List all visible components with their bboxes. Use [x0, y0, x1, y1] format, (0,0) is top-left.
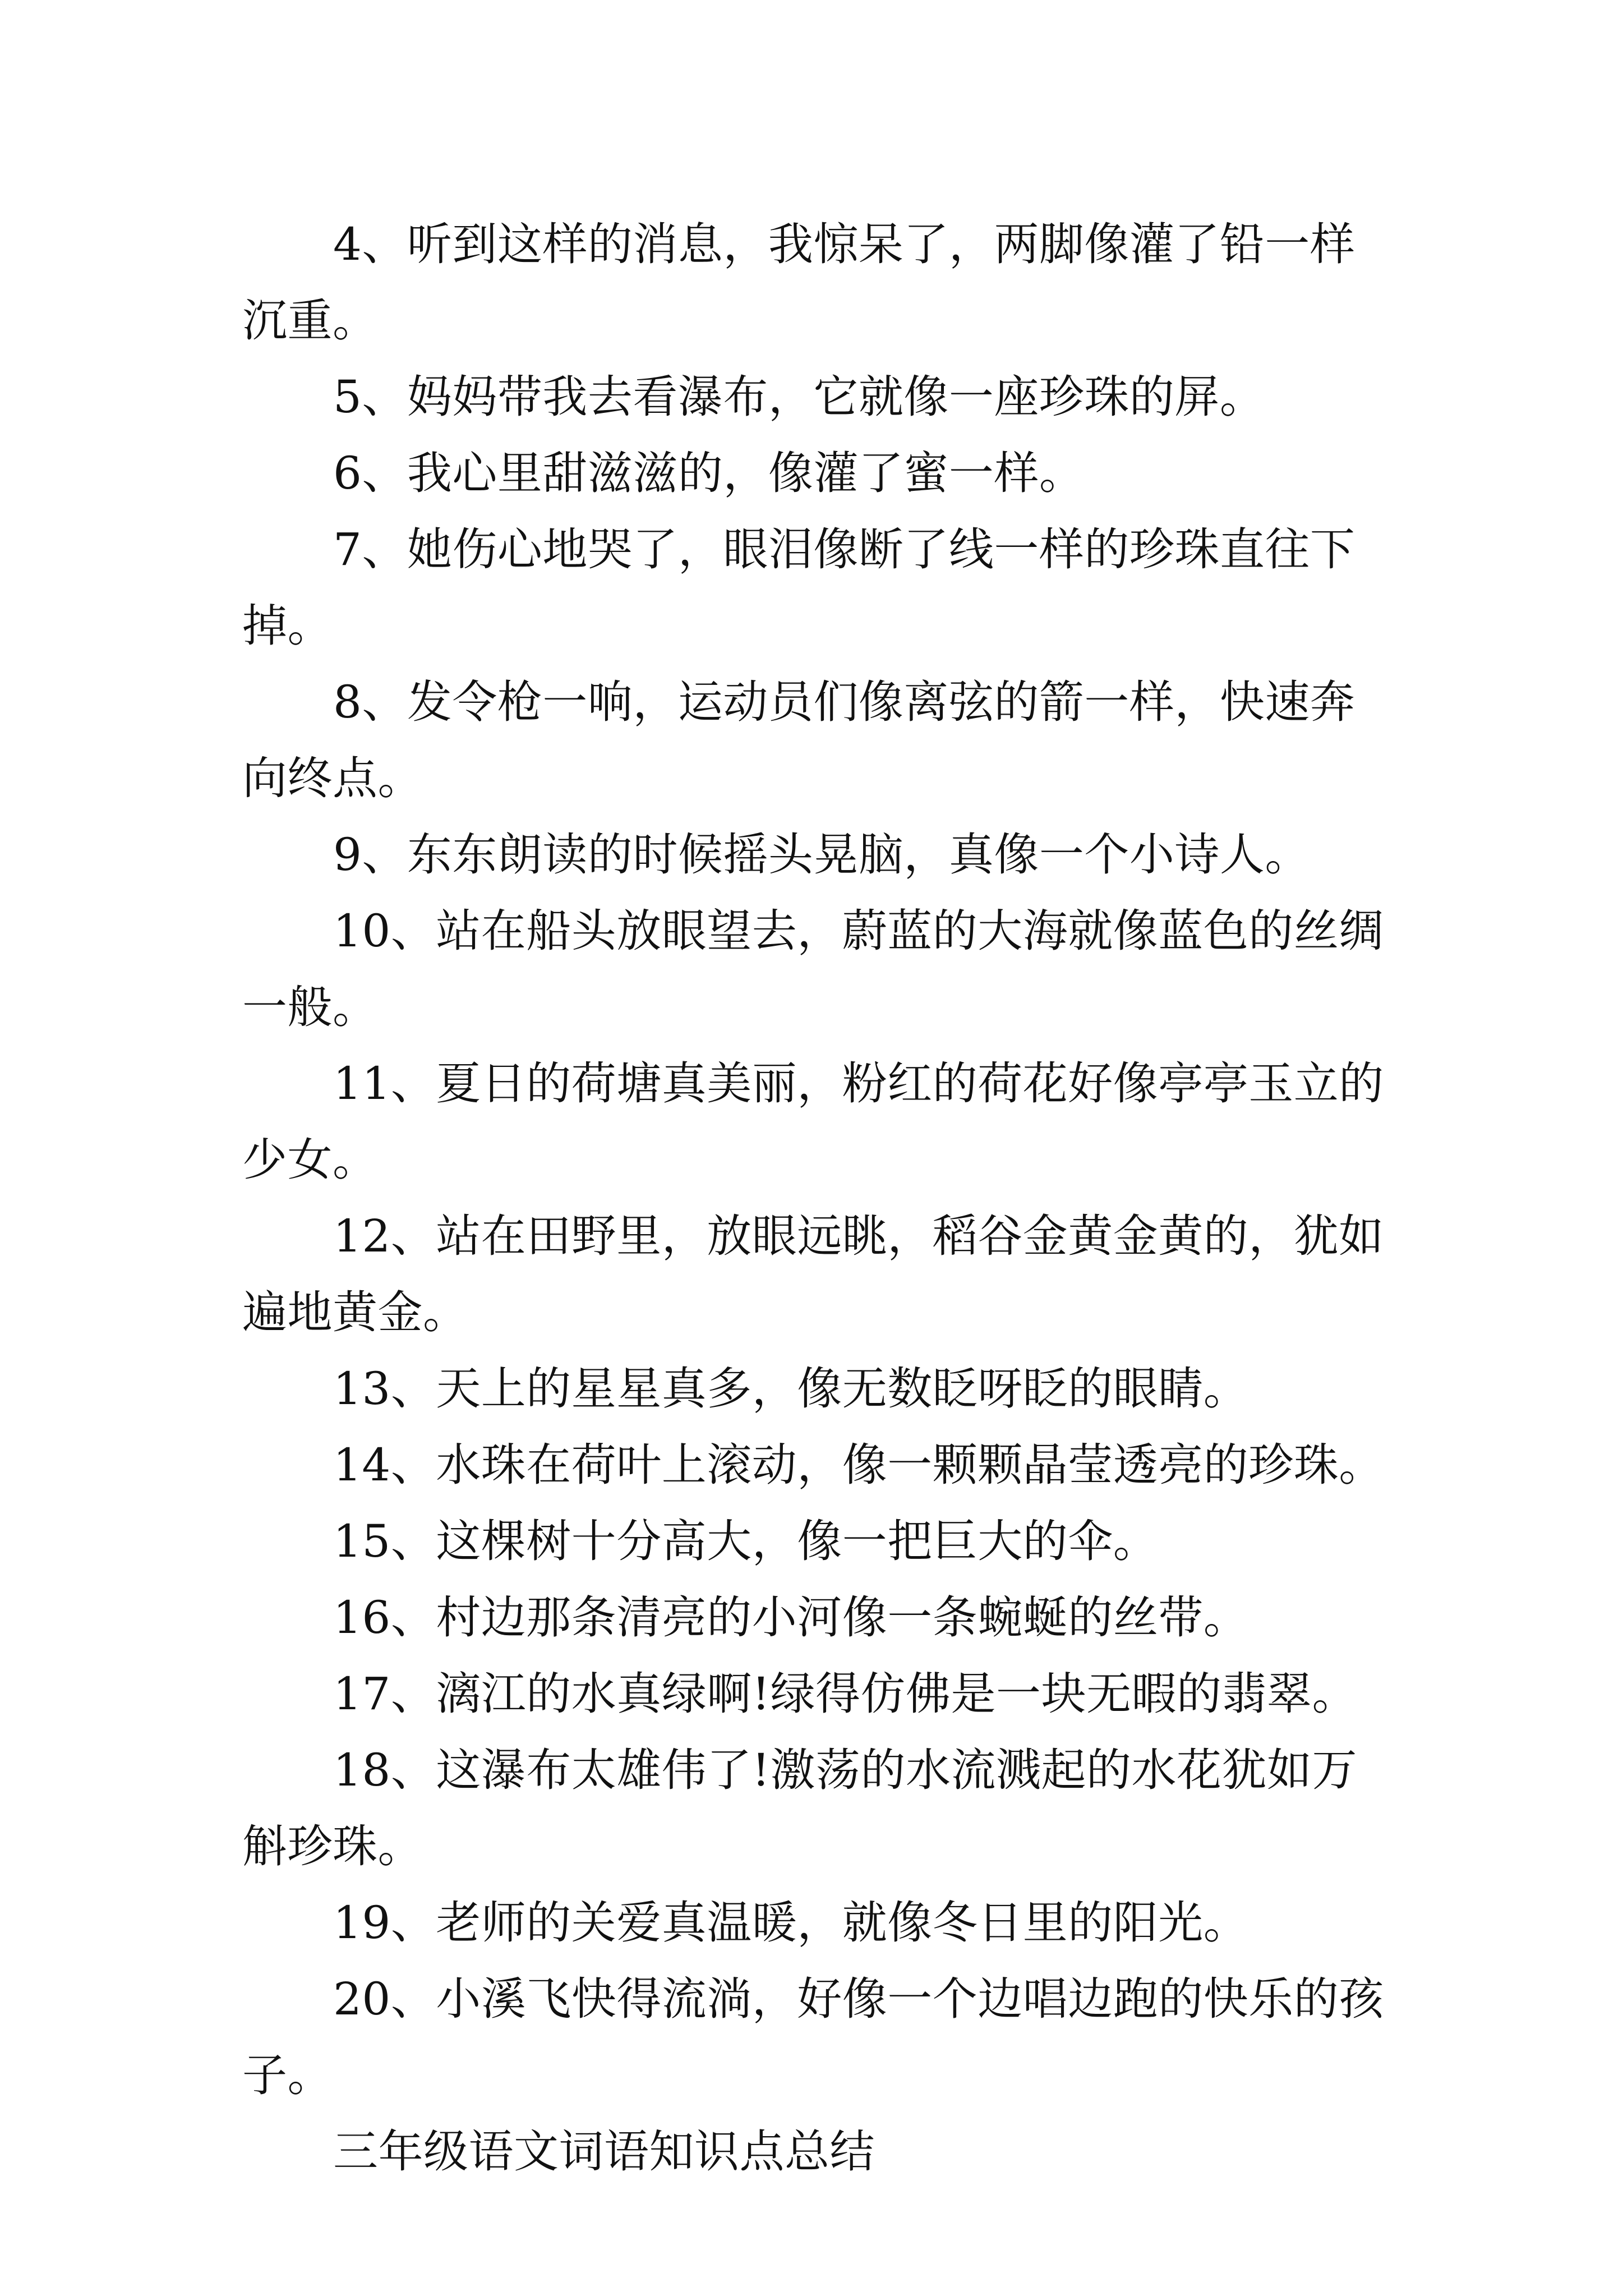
simile-item-20: 20、小溪飞快得流淌，好像一个边唱边跑的快乐的孩子。 [242, 1973, 1384, 2101]
simile-item-19: 19、老师的关爱真温暖，就像冬日里的阳光。 [333, 1897, 1249, 1949]
document-body [242, 206, 1392, 2190]
simile-item-17: 17、漓江的水真绿啊!绿得仿佛是一块无暇的翡翠。 [333, 1668, 1357, 1720]
simile-item-15: 15、这棵树十分高大，像一把巨大的伞。 [333, 1515, 1159, 1567]
simile-item-8: 8、发令枪一响，运动员们像离弦的箭一样，快速奔向终点。 [242, 676, 1355, 804]
simile-item-13: 13、天上的星星真多，像无数眨呀眨的眼睛。 [333, 1363, 1249, 1415]
simile-item-10: 10、站在船头放眼望去，蔚蓝的大海就像蓝色的丝绸一般。 [242, 905, 1384, 1033]
simile-item-18: 18、这瀑布太雄伟了!激荡的水流溅起的水花犹如万斛珍珠。 [242, 1744, 1357, 1872]
simile-item-12: 12、站在田野里，放眼远眺，稻谷金黄金黄的，犹如遍地黄金。 [242, 1210, 1384, 1338]
simile-item-4: 4、听到这样的消息，我惊呆了，两脚像灌了铅一样沉重。 [242, 218, 1355, 347]
simile-item-16: 16、村边那条清亮的小河像一条蜿蜒的丝带。 [333, 1591, 1249, 1644]
simile-item-9: 9、东东朗读的时候摇头晃脑，真像一个小诗人。 [333, 829, 1310, 881]
simile-item-6: 6、我心里甜滋滋的，像灌了蜜一样。 [333, 447, 1085, 499]
simile-item-11: 11、夏日的荷塘真美丽，粉红的荷花好像亭亭玉立的少女。 [242, 1057, 1384, 1186]
simile-item-5: 5、妈妈带我去看瀑布，它就像一座珍珠的屏。 [333, 371, 1265, 423]
simile-item-7: 7、她伤心地哭了，眼泪像断了线一样的珍珠直往下掉。 [242, 523, 1355, 652]
simile-item-14: 14、水珠在荷叶上滚动，像一颗颗晶莹透亮的珍珠。 [333, 1439, 1384, 1491]
section-heading: 三年级语文词语知识点总结 [333, 2125, 875, 2178]
